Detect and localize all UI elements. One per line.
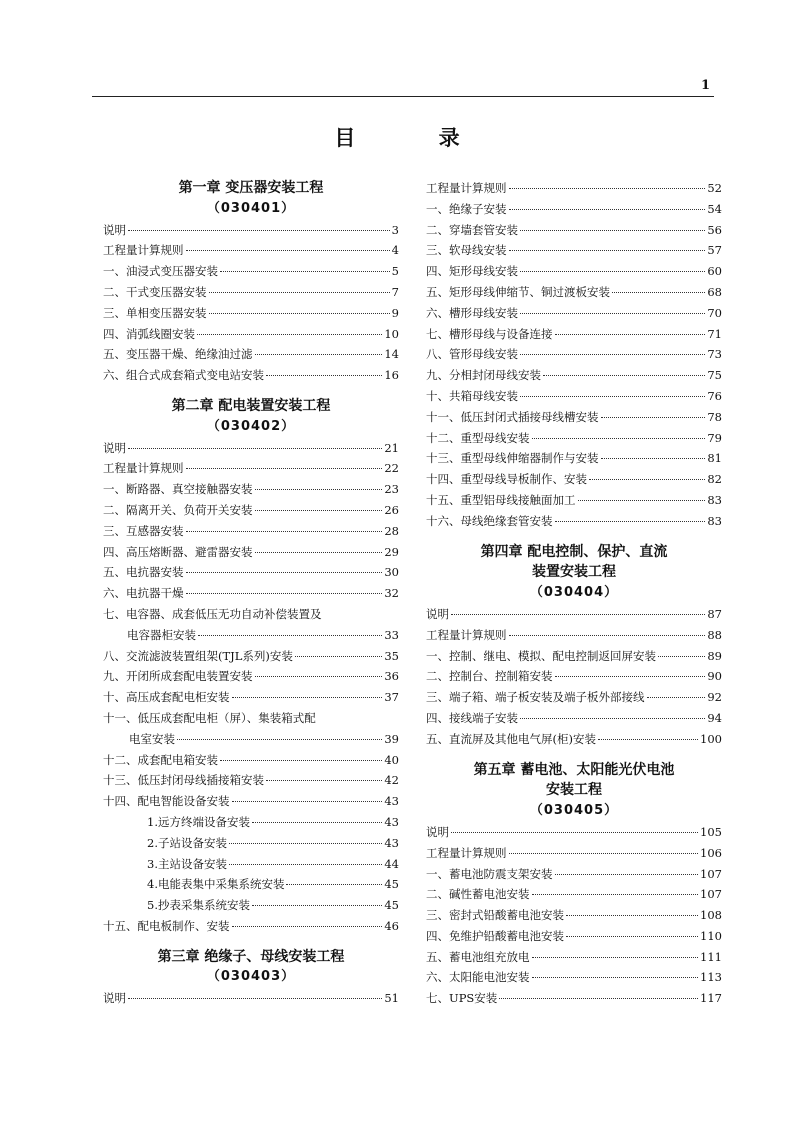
toc-entry-label: 五、电抗器安装	[103, 565, 184, 580]
toc-right-column	[426, 178, 722, 1009]
toc-entry-label: 一、控制、继电、模拟、配电控制返回屏安装	[426, 648, 656, 663]
dot-leader	[578, 499, 706, 501]
toc-entry[interactable]	[426, 199, 722, 220]
page-title: 目 录	[334, 125, 498, 150]
toc-entry[interactable]	[426, 988, 722, 1009]
dot-leader	[555, 333, 706, 335]
dot-leader	[286, 883, 382, 885]
dot-leader	[209, 291, 390, 293]
toc-entry[interactable]	[103, 261, 399, 282]
toc-entry-label: 七、UPS安装	[426, 991, 498, 1006]
toc-entry-label: 十四、配电智能设备安装	[103, 794, 230, 809]
dot-leader	[252, 821, 382, 823]
dot-leader	[532, 893, 699, 895]
toc-entry-page: 88	[707, 627, 722, 642]
dot-leader	[451, 613, 705, 615]
toc-entry-page: 71	[707, 326, 722, 341]
toc-entry[interactable]	[426, 729, 722, 750]
toc-entry[interactable]	[426, 490, 722, 511]
toc-entry-label: 三、单相变压器安装	[103, 305, 207, 320]
toc-entry-page: 45	[384, 898, 399, 913]
dot-leader	[566, 935, 698, 937]
dot-leader	[186, 530, 383, 532]
toc-entry[interactable]	[103, 438, 399, 459]
toc-entry-page: 10	[384, 326, 399, 341]
toc-entry-label: 一、断路器、真空接触器安装	[103, 482, 253, 497]
toc-entry-label: 一、蓄电池防震支架安装	[426, 866, 553, 881]
toc-entry-label: 工程量计算规则	[426, 845, 507, 860]
toc-entry-label: 十六、母线绝缘套管安装	[426, 513, 553, 528]
dot-leader	[232, 925, 383, 927]
chapter-code: （030403）	[206, 969, 296, 985]
toc-entry-page: 83	[707, 492, 722, 507]
dot-leader	[509, 634, 706, 636]
toc-entry-page: 52	[707, 181, 722, 195]
toc-entry-page: 33	[384, 627, 399, 642]
dot-leader	[177, 738, 382, 740]
toc-entry-label: 二、隔离开关、负荷开关安装	[103, 502, 253, 517]
dot-leader	[555, 675, 706, 677]
dot-leader	[509, 208, 706, 210]
dot-leader	[612, 291, 705, 293]
toc-entry-page: 108	[700, 908, 722, 923]
toc-entry-page: 70	[707, 305, 722, 320]
toc-entry-label: 二、干式变压器安装	[103, 284, 207, 299]
toc-entry-label: 六、太阳能电池安装	[426, 970, 530, 985]
toc-entry-label: 电室安装	[129, 731, 175, 746]
dot-leader	[186, 592, 383, 594]
dot-leader	[220, 270, 390, 272]
toc-entry-label: 三、端子箱、端子板安装及端子板外部接线	[426, 690, 645, 705]
dot-leader	[520, 353, 705, 355]
dot-leader	[555, 873, 699, 875]
toc-entry[interactable]	[426, 261, 722, 282]
dot-leader	[589, 478, 705, 480]
toc-entry[interactable]	[103, 895, 399, 916]
toc-entry-page: 5	[391, 264, 399, 279]
toc-entry-page: 39	[384, 731, 399, 746]
dot-leader	[128, 229, 390, 231]
toc-entry-label: 五、矩形母线伸缩节、铜过渡板安装	[426, 284, 610, 299]
toc-entry-label: 十、高压成套配电柜安装	[103, 690, 230, 705]
dot-leader	[520, 395, 705, 397]
toc-entry[interactable]	[103, 365, 399, 386]
dot-leader	[266, 779, 382, 781]
toc-entry[interactable]	[426, 926, 722, 947]
toc-entry[interactable]	[426, 884, 722, 905]
toc-entry[interactable]	[103, 324, 399, 345]
page-number: 1	[700, 78, 710, 93]
dot-leader	[543, 374, 705, 376]
dot-leader	[232, 696, 383, 698]
toc-entry-label: 2.子站设备安装	[147, 835, 227, 850]
chapter-title: 装置安装工程	[532, 564, 616, 581]
chapter-code: （030404）	[529, 585, 619, 601]
dot-leader	[198, 634, 382, 636]
dot-leader	[658, 655, 705, 657]
toc-entry[interactable]	[426, 687, 722, 708]
toc-entry-label: 四、消弧线圈安装	[103, 326, 195, 341]
toc-entry-label: 四、接线端子安装	[426, 710, 518, 725]
toc-entry-label: 1.远方终端设备安装	[147, 814, 250, 829]
toc-entry-page: 92	[707, 690, 722, 705]
toc-entry[interactable]	[103, 729, 399, 750]
toc-entry-page: 78	[707, 409, 722, 424]
toc-entry[interactable]	[103, 220, 399, 241]
toc-entry[interactable]	[103, 521, 399, 542]
toc-entry-label: 十一、低压成套配电柜（屏）、集装箱式配	[103, 710, 316, 725]
toc-entry[interactable]	[103, 282, 399, 303]
dot-leader	[266, 374, 382, 376]
toc-entry-page: 7	[391, 284, 399, 299]
chapter-title: 第三章 绝缘子、母线安装工程	[157, 948, 345, 965]
toc-entry[interactable]	[103, 646, 399, 667]
dot-leader	[229, 863, 382, 865]
dot-leader	[532, 956, 699, 958]
toc-entry[interactable]	[426, 282, 722, 303]
toc-entry[interactable]	[103, 812, 399, 833]
toc-entry-page: 44	[384, 856, 399, 871]
dot-leader	[451, 831, 698, 833]
toc-entry-page: 54	[707, 201, 722, 216]
dot-leader	[520, 312, 705, 314]
toc-entry-page: 40	[384, 752, 399, 767]
dot-leader	[532, 437, 706, 439]
toc-entry-label: 一、油浸式变压器安装	[103, 264, 218, 279]
toc-entry-label: 四、矩形母线安装	[426, 264, 518, 279]
dot-leader	[229, 842, 382, 844]
dot-leader	[601, 416, 706, 418]
toc-entry[interactable]	[103, 562, 399, 583]
toc-entry[interactable]	[426, 407, 722, 428]
toc-entry-page: 29	[384, 544, 399, 559]
toc-entry[interactable]	[103, 988, 399, 1009]
toc-entry-page: 83	[707, 513, 722, 528]
toc-entry[interactable]	[103, 500, 399, 521]
toc-entry-label: 说明	[426, 606, 449, 621]
toc-entry-label: 四、高压熔断器、避雷器安装	[103, 544, 253, 559]
toc-entry[interactable]	[103, 833, 399, 854]
toc-entry[interactable]	[426, 448, 722, 469]
toc-entry[interactable]	[426, 905, 722, 926]
toc-entry[interactable]	[426, 469, 722, 490]
toc-entry-label: 九、开闭所成套配电装置安装	[103, 669, 253, 684]
toc-entry[interactable]	[426, 178, 722, 199]
toc-entry[interactable]	[426, 708, 722, 729]
toc-entry-label: 工程量计算规则	[426, 627, 507, 642]
toc-entry[interactable]	[426, 386, 722, 407]
toc-entry-label: 十三、低压封闭母线插接箱安装	[103, 773, 264, 788]
toc-entry[interactable]	[103, 770, 399, 791]
toc-entry-label: 说明	[103, 440, 126, 455]
dot-leader	[255, 551, 383, 553]
toc-entry-page: 42	[384, 773, 399, 788]
dot-leader	[520, 717, 705, 719]
dot-leader	[520, 270, 705, 272]
toc-entry-page: 43	[384, 814, 399, 829]
dot-leader	[209, 312, 390, 314]
toc-entry-label: 十三、重型母线伸缩器制作与安装	[426, 451, 599, 466]
section-gap	[103, 937, 399, 947]
toc-entry-label: 六、槽形母线安装	[426, 305, 518, 320]
chapter-title: 安装工程	[546, 782, 602, 799]
toc-entry-label: 二、穿墙套管安装	[426, 222, 518, 237]
toc-entry-label: 3.主站设备安装	[147, 856, 227, 871]
toc-entry-page: 30	[384, 565, 399, 580]
chapter-title: 第一章 变压器安装工程	[178, 180, 324, 196]
section-gap	[426, 532, 722, 542]
toc-entry[interactable]	[103, 750, 399, 771]
toc-entry-label: 说明	[103, 222, 126, 237]
toc-entry[interactable]	[103, 854, 399, 875]
toc-entry[interactable]	[426, 822, 722, 843]
dot-leader	[566, 914, 698, 916]
toc-entry-label: 二、碱性蓄电池安装	[426, 887, 530, 902]
toc-entry[interactable]	[103, 303, 399, 324]
dot-leader	[255, 488, 383, 490]
toc-entry-label: 六、组合式成套箱式变电站安装	[103, 368, 264, 383]
toc-entry-label: 十一、低压封闭式插接母线槽安装	[426, 409, 599, 424]
dot-leader	[255, 675, 383, 677]
toc-entry[interactable]	[426, 240, 722, 261]
toc-entry-page: 76	[707, 388, 722, 403]
toc-entry-page: 43	[384, 794, 399, 809]
toc-entry-page: 81	[707, 451, 722, 466]
toc-entry-label: 七、槽形母线与设备连接	[426, 326, 553, 341]
dot-leader	[509, 187, 706, 189]
toc-entry-page: 111	[700, 949, 722, 964]
toc-entry-label: 工程量计算规则	[103, 243, 184, 258]
toc-entry-page: 56	[707, 222, 722, 237]
toc-entry-label: 三、密封式铅酸蓄电池安装	[426, 908, 564, 923]
toc-entry[interactable]	[426, 344, 722, 365]
section-gap	[103, 386, 399, 396]
toc-entry-page: 73	[707, 347, 722, 362]
toc-entry-page: 46	[384, 918, 399, 933]
toc-entry-page: 21	[384, 440, 399, 455]
toc-entry[interactable]	[103, 666, 399, 687]
toc-entry-label: 四、免维护铅酸蓄电池安装	[426, 928, 564, 943]
toc-entry[interactable]	[426, 967, 722, 988]
toc-entry[interactable]	[426, 947, 722, 968]
toc-entry-label: 电容器柜安装	[127, 627, 196, 642]
toc-entry-page: 26	[384, 502, 399, 517]
toc-entry-page: 28	[384, 523, 399, 538]
toc-entry-label: 二、控制台、控制箱安装	[426, 669, 553, 684]
toc-entry[interactable]	[426, 511, 722, 532]
toc-entry-label: 十四、重型母线导板制作、安装	[426, 472, 587, 487]
toc-entry[interactable]	[426, 864, 722, 885]
dot-leader	[499, 997, 698, 999]
chapter-title: 第五章 蓄电池、太阳能光伏电池	[473, 761, 675, 778]
toc-entry-label: 十二、重型母线安装	[426, 430, 530, 445]
toc-entry-text	[103, 708, 399, 729]
toc-entry-page: 45	[384, 877, 399, 892]
chapter-code: （030401）	[206, 200, 296, 216]
toc-entry-page: 32	[384, 586, 399, 601]
dot-leader	[220, 759, 382, 761]
toc-entry[interactable]	[103, 542, 399, 563]
dot-leader	[509, 852, 699, 854]
toc-entry-page: 4	[391, 243, 399, 258]
toc-entry-label: 五、直流屏及其他电气屏(柜)安装	[426, 731, 596, 746]
toc-entry-label: 十五、配电板制作、安装	[103, 918, 230, 933]
toc-entry-page: 23	[384, 482, 399, 497]
toc-entry[interactable]	[103, 625, 399, 646]
toc-entry-page: 107	[700, 866, 722, 881]
toc-entry[interactable]	[103, 687, 399, 708]
toc-entry-page: 90	[707, 669, 722, 684]
toc-entry[interactable]	[426, 303, 722, 324]
toc-entry-label: 三、互感器安装	[103, 523, 184, 538]
dot-leader	[598, 738, 698, 740]
toc-entry-label: 说明	[426, 824, 449, 839]
toc-entry-label: 五、蓄电池组充放电	[426, 949, 530, 964]
toc-entry-label: 六、电抗器干燥	[103, 586, 184, 601]
section-gap	[426, 750, 722, 760]
toc-entry-label: 八、管形母线安装	[426, 347, 518, 362]
dot-leader	[601, 457, 706, 459]
toc-entry[interactable]	[103, 583, 399, 604]
dot-leader	[255, 509, 383, 511]
toc-entry-page: 106	[700, 845, 722, 860]
toc-entry[interactable]	[426, 428, 722, 449]
toc-entry[interactable]	[426, 843, 722, 864]
toc-entry[interactable]	[103, 874, 399, 895]
toc-entry[interactable]	[103, 479, 399, 500]
toc-entry[interactable]	[103, 791, 399, 812]
toc-entry-page: 82	[707, 472, 722, 487]
toc-entry-page: 89	[707, 648, 722, 663]
dot-leader	[255, 353, 383, 355]
toc-entry[interactable]	[426, 365, 722, 386]
toc-entry-page: 75	[707, 368, 722, 383]
toc-entry-label: 5.抄表采集系统安装	[147, 898, 250, 913]
toc-entry-page: 16	[384, 368, 399, 383]
toc-entry-page: 36	[384, 669, 399, 684]
toc-entry-label: 八、交流滤波装置组架(TJL系列)安装	[103, 648, 293, 663]
dot-leader	[197, 333, 382, 335]
toc-entry-label: 说明	[103, 991, 126, 1006]
toc-entry[interactable]	[426, 666, 722, 687]
toc-entry-label: 工程量计算规则	[426, 181, 507, 195]
toc-entry-page: 117	[700, 991, 722, 1006]
dot-leader	[186, 249, 390, 251]
toc-entry-page: 107	[700, 887, 722, 902]
toc-entry-page: 51	[384, 991, 399, 1006]
toc-entry-label: 十二、成套配电箱安装	[103, 752, 218, 767]
toc-entry-page: 60	[707, 264, 722, 279]
dot-leader	[252, 904, 382, 906]
toc-left-column	[103, 178, 399, 1009]
toc-entry-label: 十、共箱母线安装	[426, 388, 518, 403]
toc-entry-page: 57	[707, 243, 722, 258]
toc-entry-label: 九、分相封闭母线安装	[426, 368, 541, 383]
toc-entry-page: 9	[391, 305, 399, 320]
chapter-title: 第二章 配电装置安装工程	[171, 397, 331, 414]
toc-entry-label: 十五、重型铝母线接触面加工	[426, 492, 576, 507]
header-rule	[92, 96, 714, 97]
toc-entry-page: 68	[707, 284, 722, 299]
dot-leader	[532, 976, 699, 978]
toc-entry[interactable]	[426, 604, 722, 625]
toc-entry[interactable]	[426, 324, 722, 345]
dot-leader	[186, 571, 383, 573]
toc-entry-page: 105	[700, 824, 722, 839]
dot-leader	[186, 467, 383, 469]
toc-entry-label: 工程量计算规则	[103, 461, 184, 476]
toc-entry-label: 一、绝缘子安装	[426, 201, 507, 216]
toc-entry-label: 4.电能表集中采集系统安装	[147, 877, 285, 892]
chapter-title: 第四章 配电控制、保护、直流	[480, 543, 668, 560]
toc-entry-label: 五、变压器干燥、绝缘油过滤	[103, 347, 253, 362]
toc-entry[interactable]	[103, 240, 399, 261]
toc-entry[interactable]	[103, 458, 399, 479]
toc-entry-label: 七、电容器、成套低压无功自动补偿装置及	[103, 606, 322, 621]
dot-leader	[647, 696, 706, 698]
toc-entry-label: 三、软母线安装	[426, 243, 507, 258]
chapter-code: （030405）	[529, 803, 619, 819]
toc-entry[interactable]	[426, 646, 722, 667]
dot-leader	[520, 229, 705, 231]
toc-entry-page: 14	[384, 347, 399, 362]
toc-entry-text	[103, 604, 399, 625]
toc-entry[interactable]	[103, 916, 399, 937]
dot-leader	[509, 249, 706, 251]
dot-leader	[295, 655, 382, 657]
toc-entry[interactable]	[426, 625, 722, 646]
toc-entry-page: 37	[384, 690, 399, 705]
toc-entry-page: 100	[700, 731, 722, 746]
toc-entry-page: 3	[391, 222, 399, 237]
chapter-code: （030402）	[206, 418, 296, 434]
toc-entry-page: 79	[707, 430, 722, 445]
dot-leader	[128, 997, 382, 999]
toc-entry-page: 94	[707, 710, 722, 725]
toc-entry-page: 87	[707, 606, 722, 621]
toc-entry-page: 110	[700, 928, 722, 943]
toc-entry[interactable]	[426, 220, 722, 241]
toc-entry-page: 113	[700, 970, 722, 985]
toc-entry-page: 35	[384, 648, 399, 663]
toc-entry-page: 22	[384, 461, 399, 476]
toc-entry[interactable]	[103, 344, 399, 365]
dot-leader	[232, 800, 383, 802]
dot-leader	[555, 520, 706, 522]
toc-entry-page: 43	[384, 835, 399, 850]
dot-leader	[128, 447, 382, 449]
